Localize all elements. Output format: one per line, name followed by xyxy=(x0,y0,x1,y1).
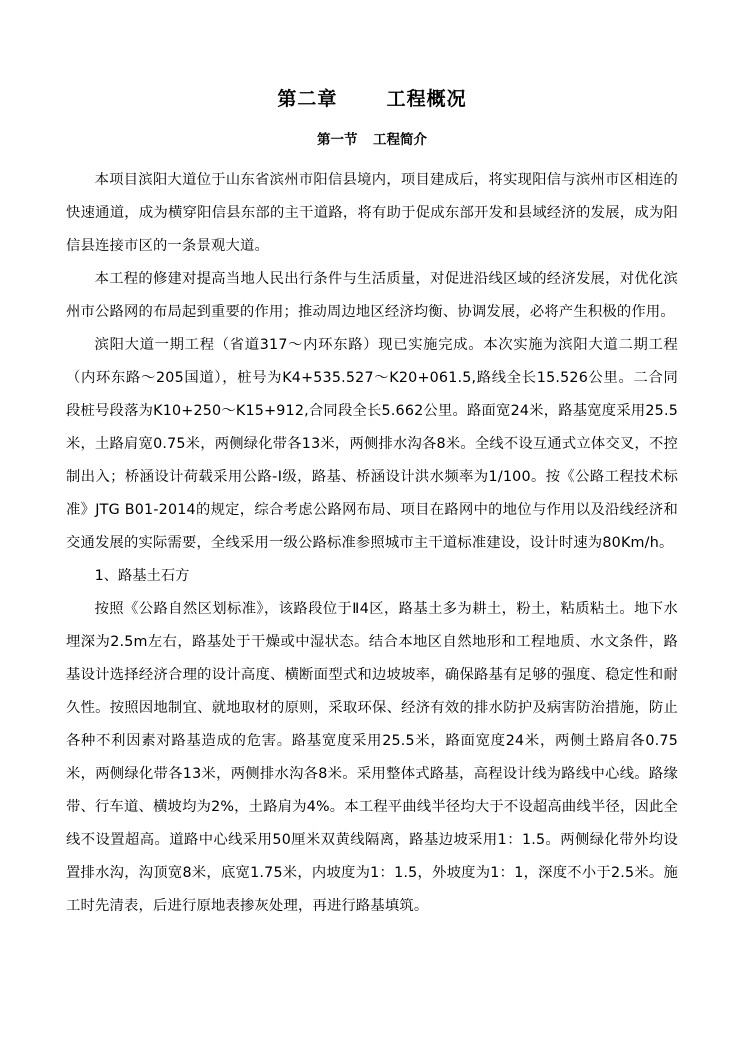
chapter-number: 第二章 xyxy=(277,88,338,110)
chapter-title-text: 工程概况 xyxy=(386,88,467,110)
page-title xyxy=(66,84,678,114)
paragraph-2: 本工程的修建对提高当地人民出行条件与生活质量，对促进沿线区域的经济发展，对优化滨州市公路网的布局起到重要的作用；推动周边地区经济均衡、协调发展，必将产生积极的作用。 xyxy=(66,270,678,320)
section-title-text: 工程简介 xyxy=(372,132,427,149)
subsection-heading: 1、路基土石方 xyxy=(94,567,190,584)
paragraph-3: 滨阳大道一期工程（省道317～内环东路）现已实施完成。本次实施为滨阳大道二期工程（内环东路～205国道），桩号为K4+535.527～K20+061.5,路线全长15.526公里。二合同段桩号段落为K10+250～K15+912,合同段全长5.662公里。路面宽24米，路基宽度采用25.5米，土路肩宽0.75米，两侧绿化带各13米，两侧排水沟各8米。全线不设互通式立体交叉，不控制出入；桥涵设计荷载采用公路-Ⅰ级，路基、桥涵设计洪水频率为1/100。按《公路工程技术标准》JTG B01-2014的规定，综合考虑公路网布局、项目在路网中的地位与作用以及沿线经济和交通发展的实际需要，全线采用一级公路标准参照城市主干道标准建设，设计时速为80Km/h。 xyxy=(66,336,678,551)
section-heading xyxy=(66,130,678,152)
subsection-paragraph-1: 按照《公路自然区划标准》，该路段位于Ⅱ4区，路基土多为耕土，粉土，粘质粘土。地下水埋深为2.5m左右，路基处于干燥或中湿状态。结合本地区自然地形和工程地质、水文条件，路基设计选择经济合理的设计高度、横断面型式和边坡坡率，确保路基有足够的强度、稳定性和耐久性。按照因地制宜、就地取材的原则，采取环保、经济有效的排水防护及病害防治措施，防止各种不利因素对路基造成的危害。路基宽度采用25.5米，路面宽度24米，两侧土路肩各0.75米，两侧绿化带各13米，两侧排水沟各8米。采用整体式路基，高程设计线为路线中心线。路缘带、行车道、横坡均为2%，土路肩为4%。本工程平曲线半径均大于不设超高曲线半径，因此全线不设置超高。道路中心线采用50厘米双黄线隔离，路基边坡采用1：1.5。两侧绿化带外均设置排水沟，沟顶宽8米，底宽1.75米，内坡度为1：1.5，外坡度为1：1，深度不小于2.5米。施工时先清表，后进行原地表掺灰处理，再进行路基填筑。 xyxy=(66,600,678,914)
section-number: 第一节 xyxy=(317,132,358,149)
paragraph-1: 本项目滨阳大道位于山东省滨州市阳信县境内，项目建成后，将实现阳信与滨州市区相连的快速通道，成为横穿阳信县东部的主干道路，将有助于促成东部开发和县域经济的发展，成为阳信县连接市区的一条景观大道。 xyxy=(66,171,678,254)
spacer xyxy=(66,152,678,164)
